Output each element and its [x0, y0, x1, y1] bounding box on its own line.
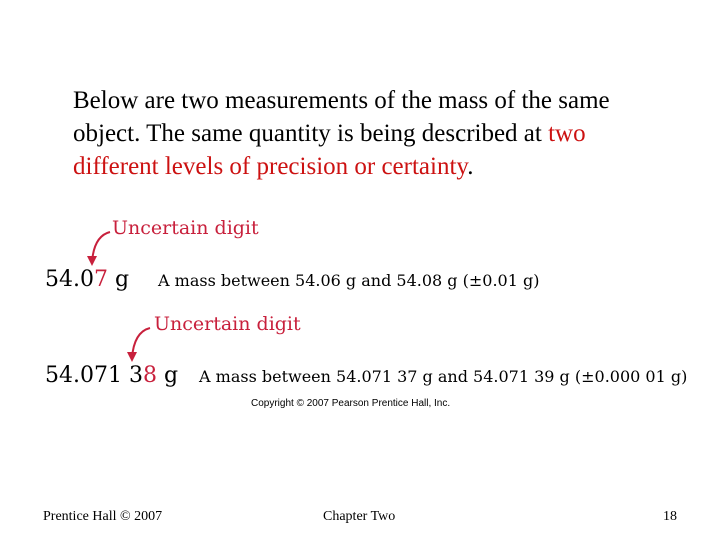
description-2: A mass between 54.071 37 g and 54.071 39 g (±0.000 01 g)	[199, 367, 688, 386]
intro-highlight: two different levels of precision or certainty	[73, 120, 586, 180]
value-unit: g	[156, 363, 179, 388]
uncertain-digit: 7	[93, 267, 108, 292]
uncertain-digit: 8	[142, 363, 157, 388]
page-number: 18	[663, 509, 677, 524]
intro-end: .	[467, 153, 474, 180]
measurement-2	[45, 363, 178, 388]
intro-plain: Below are two measurements of the mass of the same object. The same quantity is being described at	[73, 87, 610, 147]
measurement-1	[45, 267, 129, 292]
intro-text	[73, 84, 673, 183]
uncertain-digit-label-1: Uncertain digit	[112, 217, 259, 239]
arrow-icon-1	[84, 228, 114, 268]
footer-left: Prentice Hall © 2007	[43, 509, 163, 524]
value-prefix: 54.0	[45, 267, 94, 292]
value-prefix: 54.071 3	[45, 363, 143, 388]
arrow-icon-2	[124, 324, 154, 364]
copyright: Copyright © 2007 Pearson Prentice Hall, Inc.	[251, 398, 451, 409]
description-1: A mass between 54.06 g and 54.08 g (±0.01 g)	[158, 271, 540, 290]
value-unit: g	[107, 267, 130, 292]
footer-center: Chapter Two	[323, 509, 396, 524]
uncertain-digit-label-2: Uncertain digit	[154, 313, 301, 335]
